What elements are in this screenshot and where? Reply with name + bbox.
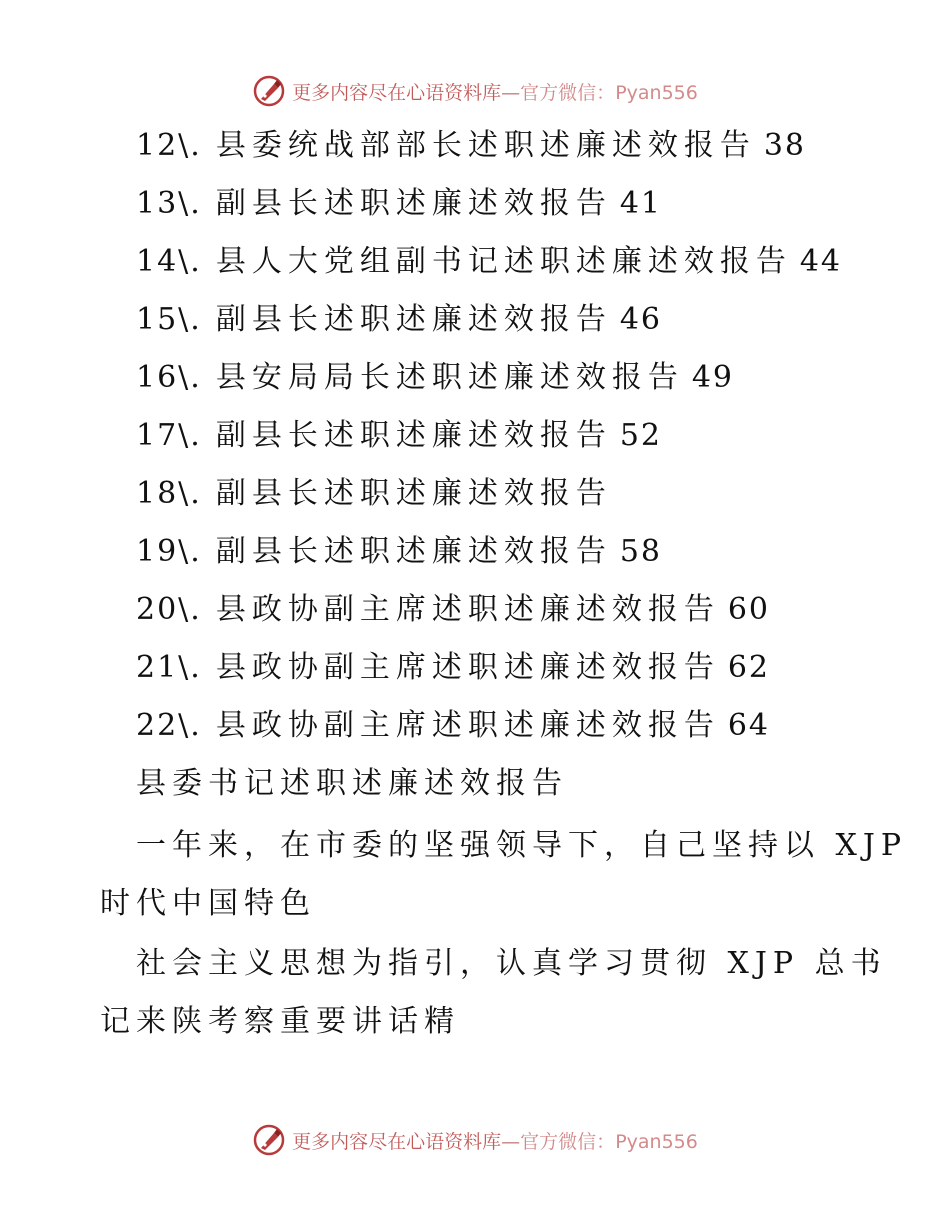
- banner-text: 更多内容尽在心语资料库: [292, 81, 502, 104]
- paragraph-line: 时代中国特色: [100, 886, 316, 921]
- banner-wechat-id: Pyan556: [615, 1130, 698, 1153]
- toc-entry: 22\. 县政协副主席述职述廉述效报告 64: [136, 708, 771, 743]
- toc-entry: 16\. 县安局局长述职述廉述效报告 49: [136, 360, 735, 395]
- section-title: 县委书记述职述廉述效报告: [136, 766, 568, 801]
- banner-text: 更多内容尽在心语资料库: [292, 1130, 502, 1153]
- toc-entry: 19\. 副县长述职述廉述效报告 58: [136, 534, 663, 569]
- paragraph-line: 记来陕考察重要讲话精: [100, 1004, 460, 1039]
- banner-wechat-id: Pyan556: [615, 81, 698, 104]
- toc-entry: 15\. 副县长述职述廉述效报告 46: [136, 302, 663, 337]
- toc-entry: 13\. 副县长述职述廉述效报告 41: [136, 186, 663, 221]
- toc-entry: 21\. 县政协副主席述职述廉述效报告 62: [136, 650, 771, 685]
- banner-dash: —: [501, 1130, 521, 1153]
- pen-nib-logo-icon: [252, 1123, 286, 1157]
- toc-entry: 20\. 县政协副主席述职述廉述效报告 60: [136, 592, 771, 627]
- toc-entry: 12\. 县委统战部部长述职述廉述效报告 38: [136, 128, 807, 163]
- banner-dash: —: [501, 81, 521, 104]
- toc-entry: 18\. 副县长述职述廉述效报告: [136, 476, 612, 511]
- banner-wechat-label: 官方微信：: [520, 1130, 616, 1153]
- toc-entry: 17\. 副县长述职述廉述效报告 52: [136, 418, 663, 453]
- paragraph-line: 社会主义思想为指引，认真学习贯彻 XJP 总书: [136, 946, 887, 981]
- banner-wechat-label: 官方微信：: [520, 81, 616, 104]
- toc-entry: 14\. 县人大党组副书记述职述廉述效报告 44: [136, 244, 843, 279]
- footer-banner: [0, 1120, 950, 1160]
- paragraph-line: 一年来，在市委的坚强领导下，自己坚持以 XJP: [136, 828, 908, 863]
